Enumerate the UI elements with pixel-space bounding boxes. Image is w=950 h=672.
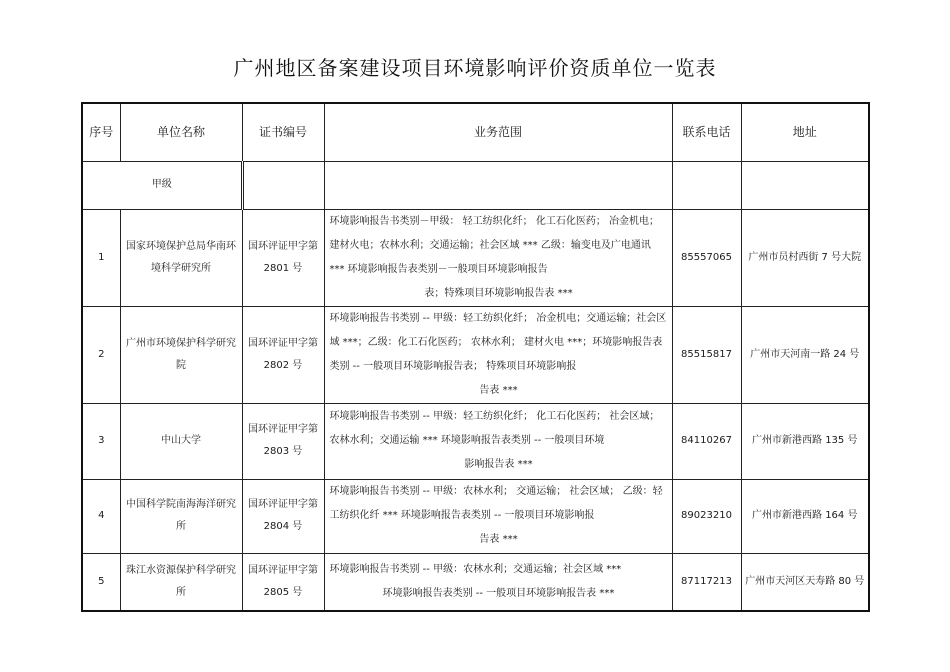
row-scope-main: 环境影响报告书类别 -- 甲级：轻工纺织化纤； 冶金机电；交通运输；社会区域 ***；乙级：化工石化医药； 农林水利； 建材火电 ***；环境影响报告表类别 -- 一般项目环境影响报告表； 特殊项目环境影响报 (329, 312, 667, 372)
row-scope-main: 环境影响报告书类别 -- 甲级：农林水利；交通运输；社会区域 *** (329, 563, 622, 575)
row-phone: 85557065 (672, 209, 741, 306)
row-address: 广州市天河南一路 24 号 (741, 306, 869, 403)
row-scope-main: 环境影响报告书类别 -- 甲级：轻工纺织化纤； 化工石化医药； 社会区域；农林水利；交通运输 *** 环境影响报告表类别 -- 一般项目环境 (329, 411, 660, 446)
table-row (82, 306, 869, 403)
grade-empty-cell (242, 161, 324, 209)
grade-label: 甲级 (82, 161, 242, 209)
header-phone: 联系电话 (672, 103, 741, 161)
row-scope (324, 479, 672, 553)
table-row (82, 403, 869, 479)
row-scope (324, 306, 672, 403)
row-unit-name: 珠江水资源保护科学研究所 (120, 553, 242, 611)
page-title: 广州地区备案建设项目环境影响评价资质单位一览表 (233, 56, 717, 80)
row-cert-number: 国环评证甲字第 2802 号 (242, 306, 324, 403)
row-seq: 1 (82, 209, 120, 306)
row-scope-tail: 影响报告表 *** (464, 459, 533, 470)
row-scope (324, 553, 672, 611)
row-address: 广州市天河区天寿路 80 号 (741, 553, 869, 611)
grade-empty-cell (324, 161, 672, 209)
row-scope-main: 环境影响报告书类别 -- 甲级：农林水利； 交通运输； 社会区域； 乙级：轻工纺织化纤 *** 环境影响报告表类别 -- 一般项目环境影响报 (329, 486, 663, 521)
qualification-table (81, 102, 870, 612)
row-phone: 89023210 (672, 479, 741, 553)
row-seq: 5 (82, 553, 120, 611)
row-unit-name: 国家环境保护总局华南环境科学研究所 (120, 209, 242, 306)
grade-empty-cell (741, 161, 869, 209)
row-cert-number: 国环评证甲字第 2805 号 (242, 553, 324, 611)
row-cert-number: 国环评证甲字第 2801 号 (242, 209, 324, 306)
row-scope-tail: 环境影响报告表类别 -- 一般项目环境影响报告表 *** (382, 587, 615, 599)
table-row (82, 209, 869, 306)
grade-row (82, 161, 869, 209)
table-header-row (82, 103, 869, 161)
row-phone: 87117213 (672, 553, 741, 611)
header-seq: 序号 (82, 103, 120, 161)
row-unit-name: 中山大学 (120, 403, 242, 479)
row-address: 广州市新港西路 164 号 (741, 479, 869, 553)
row-cert-number: 国环评证甲字第 2803 号 (242, 403, 324, 479)
table-row (82, 553, 869, 611)
grade-empty-cell (672, 161, 741, 209)
row-scope (324, 209, 672, 306)
row-seq: 4 (82, 479, 120, 553)
table-row (82, 479, 869, 553)
header-scope: 业务范围 (324, 103, 672, 161)
header-address: 地址 (741, 103, 869, 161)
header-name: 单位名称 (120, 103, 242, 161)
row-scope-tail: 告表 *** (479, 384, 518, 396)
row-phone: 85515817 (672, 306, 741, 403)
row-unit-name: 中国科学院南海海洋研究所 (120, 479, 242, 553)
row-scope-main: 环境影响报告书类别－甲级： 轻工纺织化纤； 化工石化医药； 冶金机电；建材火电；农林水利；交通运输；社会区域 *** 乙级：输变电及广电通讯 *** 环境影响报告表类别－一般项目环境影响报告 (329, 215, 660, 275)
row-address: 广州市新港西路 135 号 (741, 403, 869, 479)
row-scope-tail: 表；特殊项目环境影响报告表 *** (424, 287, 573, 299)
row-scope-tail: 告表 *** (479, 534, 518, 545)
row-cert-number: 国环评证甲字第 2804 号 (242, 479, 324, 553)
row-address: 广州市员村西街 7 号大院 (741, 209, 869, 306)
header-cert: 证书编号 (242, 103, 324, 161)
row-phone: 84110267 (672, 403, 741, 479)
row-seq: 2 (82, 306, 120, 403)
row-seq: 3 (82, 403, 120, 479)
row-unit-name: 广州市环境保护科学研究院 (120, 306, 242, 403)
row-scope (324, 403, 672, 479)
